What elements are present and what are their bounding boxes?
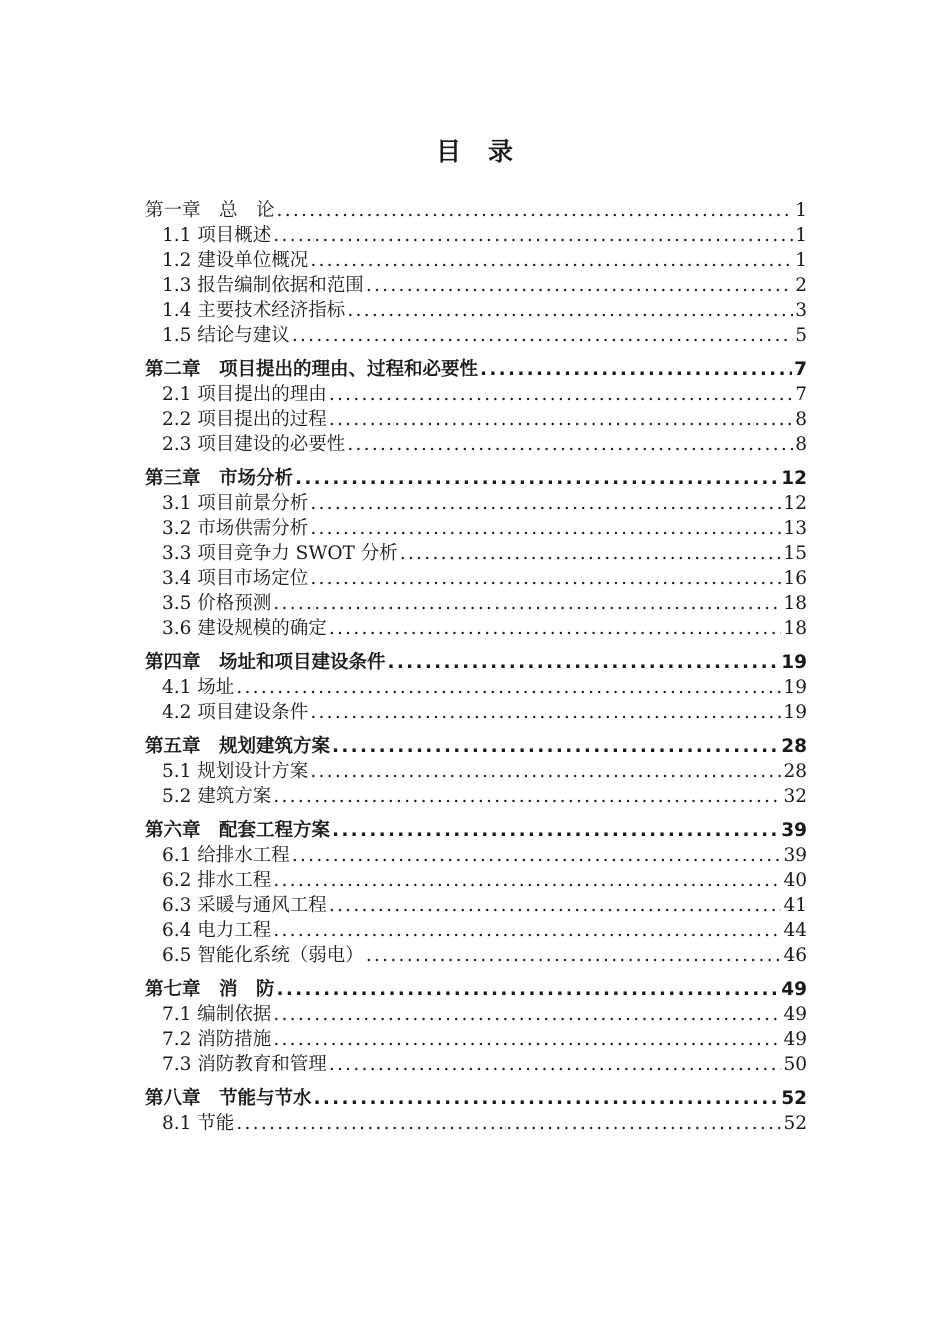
toc-entry-label: 第三章 市场分析 [145, 468, 294, 489]
dot-leader [310, 759, 781, 784]
dot-leader [310, 516, 781, 541]
toc-entry-label: 3.5 价格预测 [162, 593, 272, 614]
toc-entry-label: 3.3 项目竞争力 SWOT 分析 [162, 543, 398, 564]
toc-page-number: 28 [783, 761, 807, 782]
toc-entry-label: 第六章 配套工程方案 [145, 820, 331, 841]
toc-entry-label: 6.2 排水工程 [162, 870, 272, 891]
dot-leader [329, 382, 793, 407]
dot-leader [236, 675, 781, 700]
toc-page-number: 52 [783, 1113, 807, 1134]
dot-leader [366, 943, 782, 968]
toc-page-number: 44 [783, 920, 807, 941]
dot-leader [292, 323, 793, 348]
toc-section-row[interactable] [145, 943, 807, 968]
toc-entry-label: 2.1 项目提出的理由 [162, 384, 327, 405]
toc-entry-label: 3.1 项目前景分析 [162, 493, 309, 514]
toc-section-row[interactable] [145, 893, 807, 918]
dot-leader [310, 248, 793, 273]
toc-section-row[interactable] [145, 516, 807, 541]
toc-section-row[interactable] [145, 700, 807, 725]
toc-section-row[interactable] [145, 843, 807, 868]
toc-page-number: 8 [795, 434, 807, 455]
dot-leader [329, 1052, 782, 1077]
toc-entry-label: 6.4 电力工程 [162, 920, 272, 941]
toc-section-row[interactable] [145, 616, 807, 641]
toc-page-number: 18 [783, 593, 807, 614]
toc-page-number: 46 [783, 945, 807, 966]
toc-section-row[interactable] [145, 868, 807, 893]
toc-section-row[interactable] [145, 407, 807, 432]
dot-leader [388, 650, 780, 675]
dot-leader [277, 977, 780, 1002]
dot-leader [347, 432, 793, 457]
toc-page-number: 50 [783, 1054, 807, 1075]
dot-leader [273, 784, 781, 809]
toc-entry-label: 7.3 消防教育和管理 [162, 1054, 327, 1075]
toc-entry-label: 6.1 给排水工程 [162, 845, 290, 866]
toc-chapter-row[interactable] [145, 977, 807, 1002]
toc-page-number: 12 [781, 468, 807, 489]
dot-leader [273, 868, 781, 893]
toc-entry-label: 第七章 消 防 [145, 979, 275, 1000]
toc-page-number: 32 [783, 786, 807, 807]
toc-section-row[interactable] [145, 759, 807, 784]
toc-page-number: 8 [795, 409, 807, 430]
toc-entry-label: 第四章 场址和项目建设条件 [145, 652, 386, 673]
dot-leader [400, 541, 782, 566]
toc-chapter-row[interactable] [145, 1086, 807, 1111]
dot-leader [332, 818, 779, 843]
toc-page-number: 13 [783, 518, 807, 539]
toc-page-number: 1 [795, 200, 807, 221]
toc-section-row[interactable] [145, 382, 807, 407]
toc-entry-label: 第八章 节能与节水 [145, 1088, 312, 1109]
toc-entry-label: 3.6 建设规模的确定 [162, 618, 327, 639]
toc-section-row[interactable] [145, 1027, 807, 1052]
toc-section-row[interactable] [145, 1052, 807, 1077]
toc-page-number: 2 [795, 275, 807, 296]
toc-page-number: 28 [781, 736, 807, 757]
dot-leader [273, 223, 793, 248]
dot-leader [295, 466, 779, 491]
toc-page-number: 18 [783, 618, 807, 639]
dot-leader [329, 407, 793, 432]
toc-section-row[interactable] [145, 273, 807, 298]
toc-section-row[interactable] [145, 541, 807, 566]
toc-page-number: 19 [783, 677, 807, 698]
toc-entry-label: 1.4 主要技术经济指标 [162, 300, 346, 321]
toc-entry-label: 7.2 消防措施 [162, 1029, 272, 1050]
dot-leader [332, 734, 779, 759]
toc-entry-label: 第五章 规划建筑方案 [145, 736, 331, 757]
dot-leader [314, 1086, 780, 1111]
toc-page-number: 39 [781, 820, 807, 841]
toc-page-number: 41 [783, 895, 807, 916]
toc-entry-label: 5.2 建筑方案 [162, 786, 272, 807]
toc-page-number: 52 [781, 1088, 807, 1109]
toc-chapter-row[interactable] [145, 357, 807, 382]
toc-entry-label: 1.3 报告编制依据和范围 [162, 275, 364, 296]
toc-entry-label: 5.1 规划设计方案 [162, 761, 309, 782]
toc-page-number: 1 [795, 225, 807, 246]
toc-entry-label: 4.2 项目建设条件 [162, 702, 309, 723]
toc-entry-label: 6.3 采暖与通风工程 [162, 895, 327, 916]
toc-page-number: 7 [795, 384, 807, 405]
toc-page-number: 16 [783, 568, 807, 589]
dot-leader [480, 357, 792, 382]
toc-section-row[interactable] [145, 784, 807, 809]
toc-entry-label: 7.1 编制依据 [162, 1004, 272, 1025]
toc-entry-label: 1.1 项目概述 [162, 225, 272, 246]
dot-leader [347, 298, 793, 323]
toc-page-number: 40 [783, 870, 807, 891]
toc-section-row[interactable] [145, 223, 807, 248]
toc-section-row[interactable] [145, 432, 807, 457]
dot-leader [366, 273, 793, 298]
dot-leader [273, 591, 781, 616]
toc-page-number: 49 [783, 1029, 807, 1050]
toc-page-number: 15 [783, 543, 807, 564]
toc-page-number: 49 [783, 1004, 807, 1025]
dot-leader [292, 843, 782, 868]
dot-leader [329, 616, 782, 641]
toc-entry-label: 1.5 结论与建议 [162, 325, 290, 346]
toc-page-number: 7 [794, 359, 807, 380]
toc-section-row[interactable] [145, 298, 807, 323]
toc-entry-label: 第一章 总 论 [145, 200, 275, 221]
toc-list [145, 198, 807, 1136]
toc-entry-label: 3.4 项目市场定位 [162, 568, 309, 589]
dot-leader [310, 566, 781, 591]
toc-entry-label: 4.1 场址 [162, 677, 235, 698]
toc-page-number: 19 [783, 702, 807, 723]
dot-leader [310, 700, 781, 725]
toc-entry-label: 2.2 项目提出的过程 [162, 409, 327, 430]
toc-section-row[interactable] [145, 566, 807, 591]
toc-title: 目 录 [435, 137, 514, 166]
toc-entry-label: 6.5 智能化系统（弱电） [162, 945, 364, 966]
toc-section-row[interactable] [145, 675, 807, 700]
toc-page-number: 19 [781, 652, 807, 673]
toc-page-number: 1 [795, 250, 807, 271]
dot-leader [273, 918, 781, 943]
toc-section-row[interactable] [145, 1111, 807, 1136]
toc-section-row[interactable] [145, 591, 807, 616]
dot-leader [236, 1111, 781, 1136]
dot-leader [329, 893, 782, 918]
toc-page-number: 39 [783, 845, 807, 866]
toc-entry-label: 第二章 项目提出的理由、过程和必要性 [145, 359, 479, 380]
toc-section-row[interactable] [145, 1002, 807, 1027]
toc-entry-label: 3.2 市场供需分析 [162, 518, 309, 539]
toc-section-row[interactable] [145, 248, 807, 273]
toc-section-row[interactable] [145, 918, 807, 943]
toc-page-number: 49 [781, 979, 807, 1000]
dot-leader [273, 1002, 781, 1027]
toc-entry-label: 2.3 项目建设的必要性 [162, 434, 346, 455]
toc-chapter-row[interactable] [145, 818, 807, 843]
toc-entry-label: 1.2 建设单位概况 [162, 250, 309, 271]
dot-leader [277, 198, 794, 223]
dot-leader [273, 1027, 781, 1052]
toc-entry-label: 8.1 节能 [162, 1113, 235, 1134]
dot-leader [310, 491, 781, 516]
toc-page-number: 12 [783, 493, 807, 514]
toc-chapter-row[interactable] [145, 198, 807, 223]
toc-chapter-row[interactable] [145, 734, 807, 759]
toc-page-number: 5 [795, 325, 807, 346]
toc-section-row[interactable] [145, 323, 807, 348]
toc-section-row[interactable] [145, 491, 807, 516]
toc-chapter-row[interactable] [145, 650, 807, 675]
toc-chapter-row[interactable] [145, 466, 807, 491]
toc-page-number: 3 [795, 300, 807, 321]
